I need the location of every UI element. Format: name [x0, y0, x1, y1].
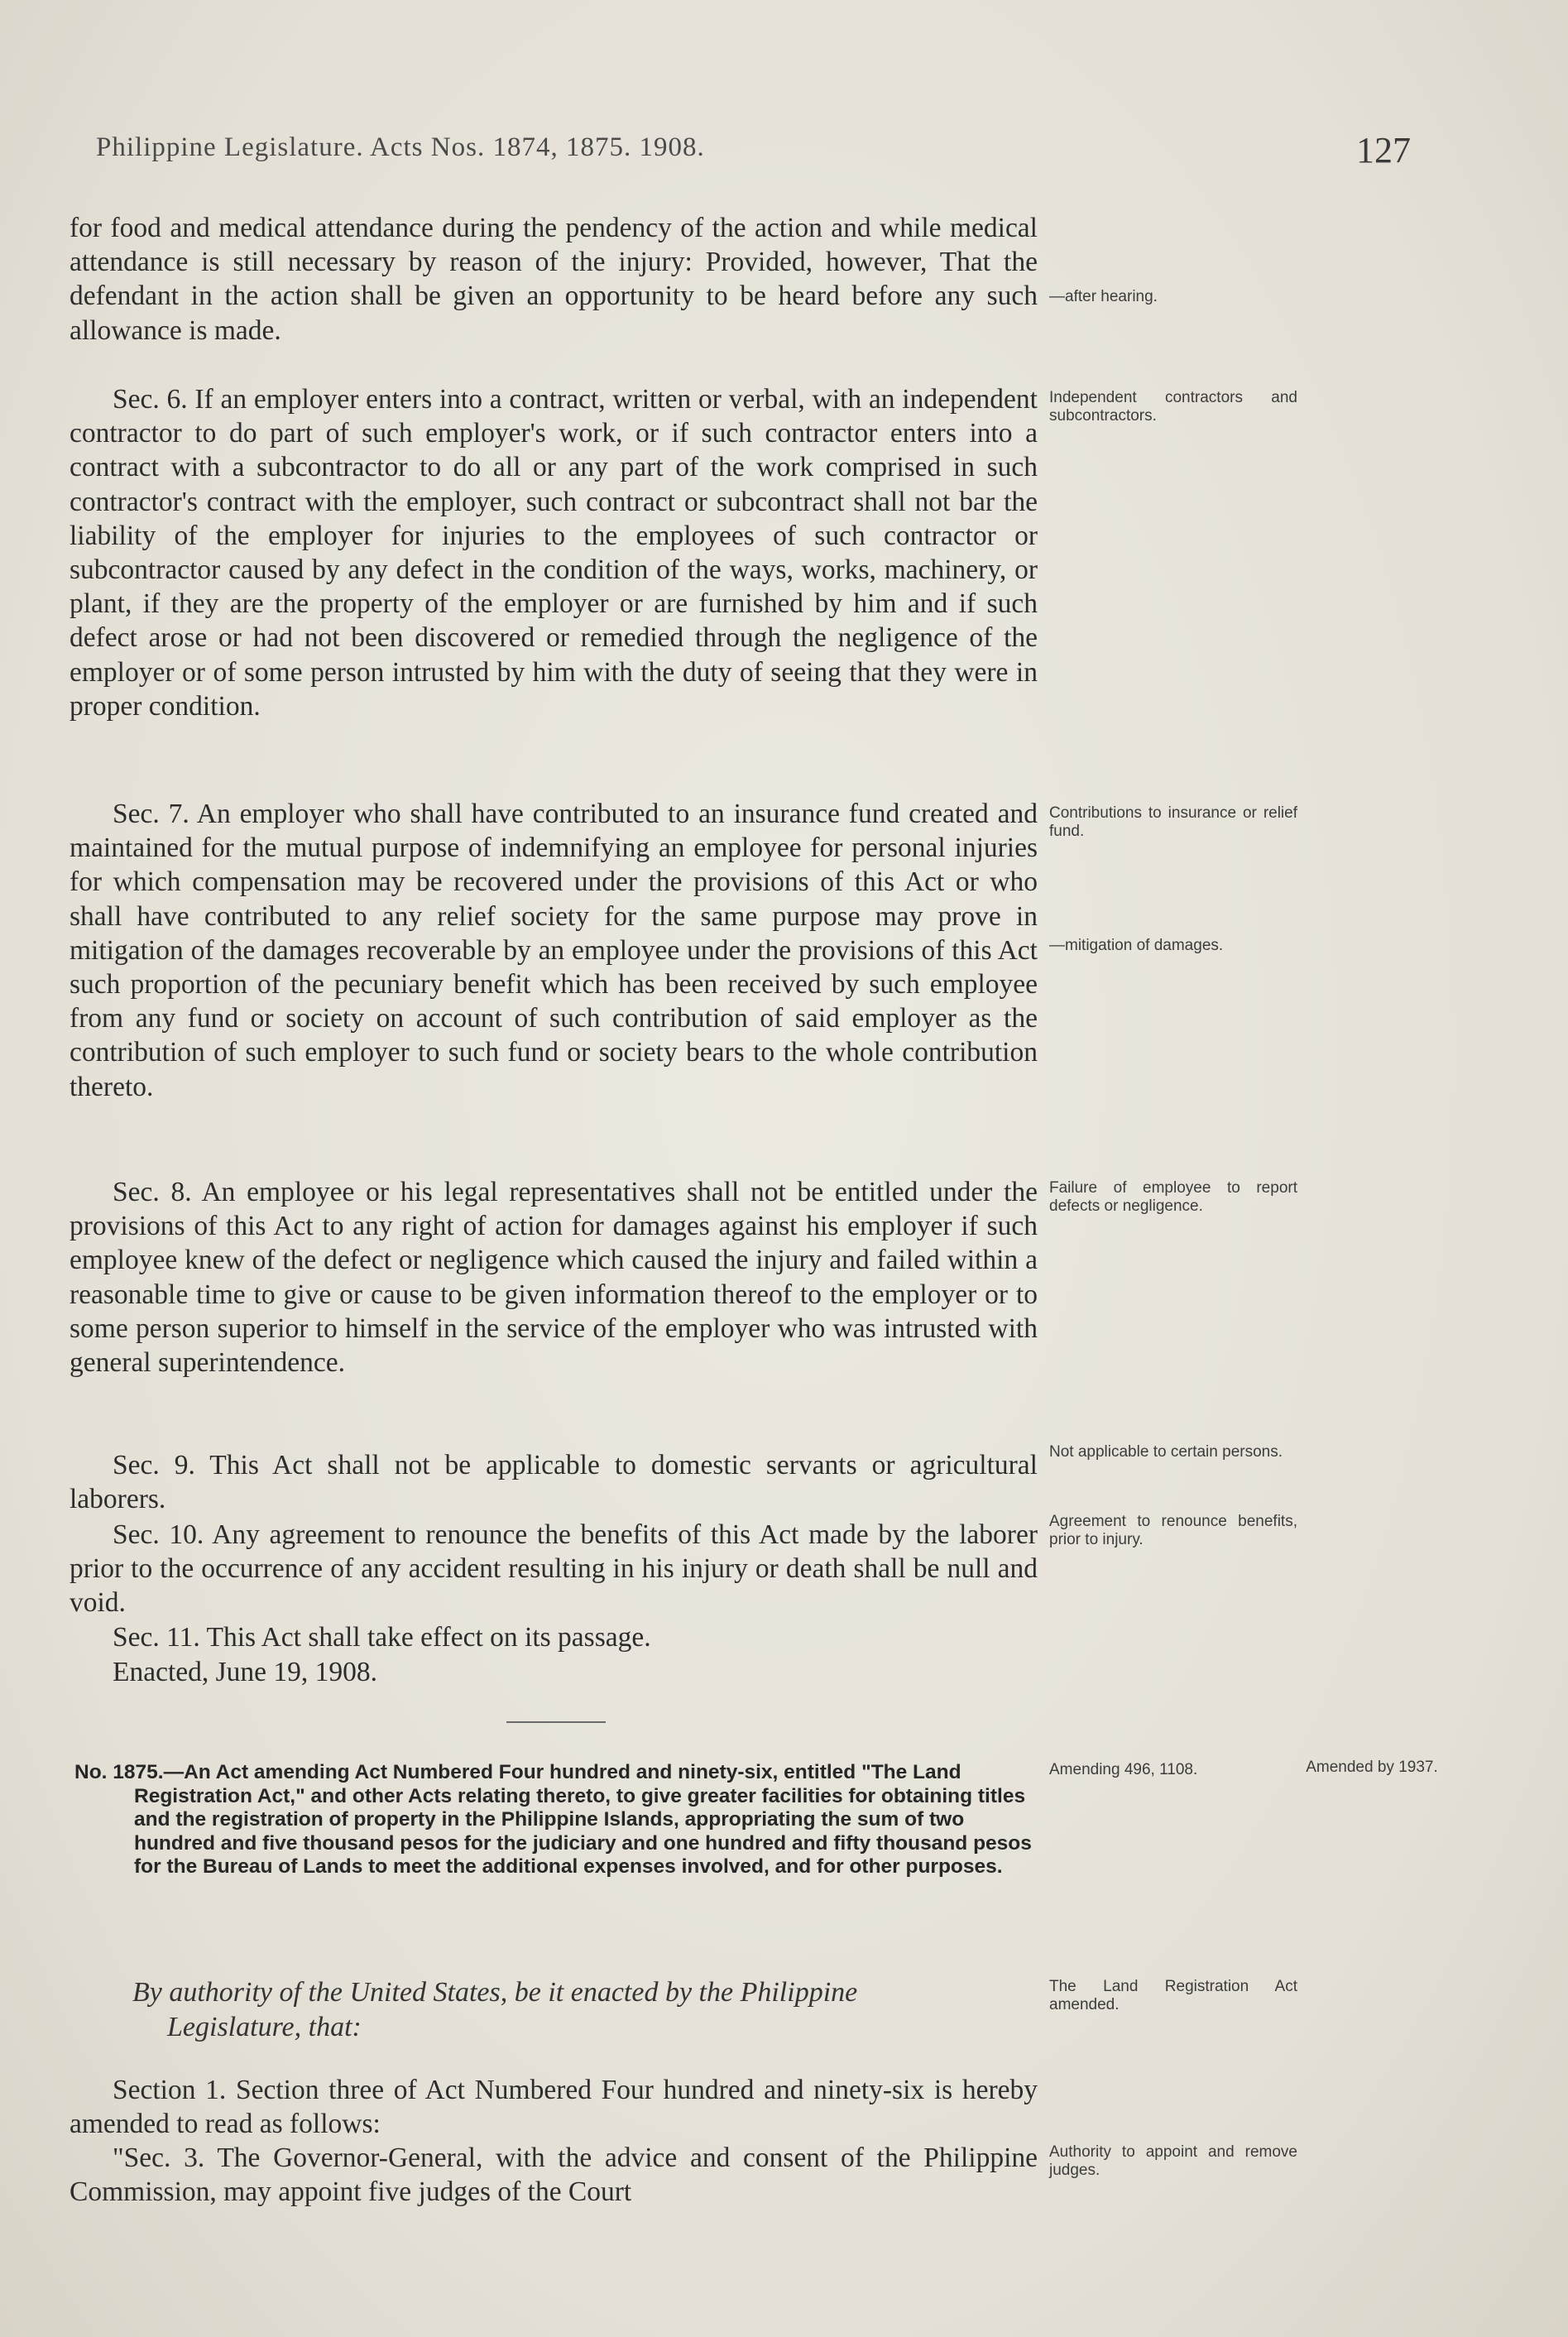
margin-note: Failure of employee to report defects or negligence.	[1049, 1179, 1297, 1215]
paragraph-text: Sec. 10. Any agreement to renounce the benefits of this Act made by the laborer prior to the occurrence of any accident resulting in his injury or death shall be null and void.	[70, 1519, 1038, 1619]
margin-note: —after hearing.	[1049, 288, 1158, 305]
margin-note: Contributions to insurance or relief fund.	[1049, 804, 1297, 840]
enacting-clause-line: Legislature, that:	[167, 2012, 362, 2042]
margin-note: —mitigation of damages.	[1049, 937, 1224, 954]
act-heading	[74, 1761, 1043, 1879]
paragraph-text: Section 1. Section three of Act Numbered Four hundred and ninety-six is hereby amended to read as follows:	[70, 2075, 1038, 2140]
paragraph-text: for food and medical attendance during the pendency of the action and while medical attendance is still necessary by reason of the injury: Provided, however, That the defendant in the action shall be given an opportunity to be heard before any such allowance is made.	[70, 213, 1038, 346]
margin-note: Amending 496, 1108.	[1049, 1761, 1198, 1778]
margin-note: Authority to appoint and remove judges.	[1049, 2143, 1297, 2179]
paragraph-text: Sec. 7. An employer who shall have contributed to an insurance fund created and maintained for the mutual purpose of indemnifying an employee for personal injuries for which compensation may be recovered under the provisions of this Act or who shall have contributed to any relief society for the same purpose may prove in mitigation of the damages recoverable by an employee under the provisions of this Act such proportion of the pecuniary benefit which has been received by such employee from any fund or society on account of such contribution of said employer as the contribution of such employer to such fund or society bears to the whole contribution thereto.	[70, 799, 1038, 1102]
paragraph-text: "Sec. 3. The Governor-General, with the advice and consent of the Philippine Commission, may appoint five judges of the Court	[70, 2143, 1038, 2208]
section-10	[70, 1518, 1038, 1620]
paragraph-text: Sec. 9. This Act shall not be applicable to domestic servants or agricultural laborers.	[70, 1450, 1038, 1515]
paragraph-text: Sec. 11. This Act shall take effect on its passage.	[113, 1622, 651, 1653]
page-number: 127	[1356, 130, 1411, 170]
section-11	[70, 1620, 1038, 1654]
act-section-1	[70, 2073, 1038, 2141]
paragraph-text: Sec. 8. An employee or his legal representatives shall not be entitled under the provisions of this Act to any right of action for damages against his employer if such employee knew of the defect or negligence which caused the injury and failed within a reasonable time to give or cause to be given information thereof to the employer or to some person superior to himself in the service of the employer who was intrusted with general superintendence.	[70, 1177, 1038, 1379]
margin-note: The Land Registration Act amended.	[1049, 1978, 1297, 2013]
paragraph-text: Enacted, June 19, 1908.	[113, 1657, 378, 1687]
section-6	[70, 382, 1038, 723]
act-title: No. 1875.—An Act amending Act Numbered Four hundred and ninety-six, entitled "The Land Registration Act," and other Acts relating thereto, to give greater facilities for obtaining titles and the registration of property in the Philippine Islands, appropriating the sum of two hundred and five thousand pesos for the judiciary and one hundred and fifty thousand pesos for the Bureau of Lands to meet the additional expenses involved, and for other purposes.	[74, 1761, 1032, 1879]
act-section-3-quote	[70, 2141, 1038, 2209]
enacted-date	[70, 1655, 1038, 1689]
margin-note: Not applicable to certain persons.	[1049, 1443, 1283, 1461]
enacting-clause	[132, 1975, 1043, 2045]
paragraph-continuation	[70, 211, 1038, 348]
margin-note: Agreement to renounce benefits, prior to injury.	[1049, 1513, 1297, 1548]
paragraph-text: Sec. 6. If an employer enters into a contract, written or verbal, with an independent contractor to do part of such employer's work, or if such contractor enters into a contract with a subcontractor to do all or any part of the work comprised in such contractor's contract with the employer, such contract or subcontract shall not bar the liability of the employer for injuries to the employees of such contractor or subcontractor caused by any defect in the condition of the ways, works, machinery, or plant, if they are the property of the employer or are furnished by him and if such defect arose or had not been discovered or remedied through the negligence of the employer or of some person intrusted by him with the duty of seeing that they were in proper condition.	[70, 384, 1038, 722]
enacting-clause-line: By authority of the United States, be it enacted by the Philippine	[132, 1977, 858, 2008]
separator-rule	[506, 1721, 606, 1723]
margin-note: Independent contractors and subcontractors.	[1049, 389, 1297, 425]
section-9	[70, 1448, 1038, 1516]
section-7	[70, 797, 1038, 1104]
section-8	[70, 1175, 1038, 1380]
running-head: Philippine Legislature. Acts Nos. 1874, 1875. 1908.	[96, 132, 705, 162]
amended-by-note: Amended by 1937.	[1306, 1759, 1438, 1776]
